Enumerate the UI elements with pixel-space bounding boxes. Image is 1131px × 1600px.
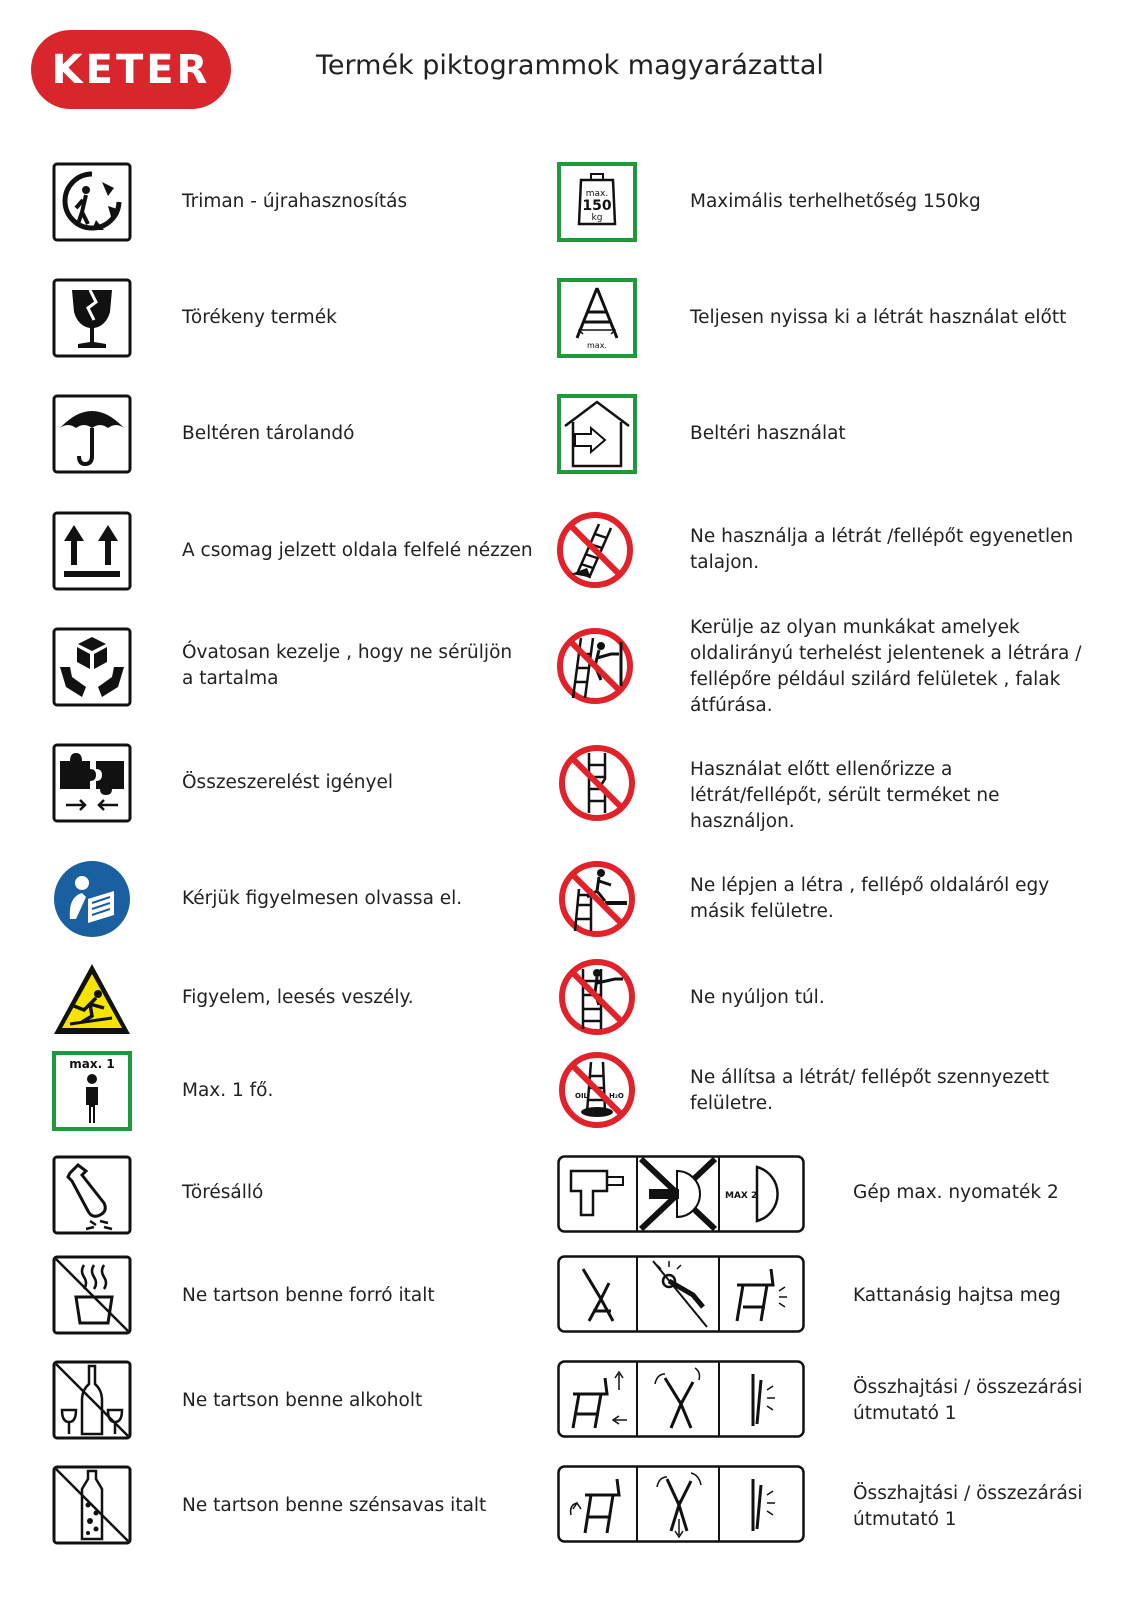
label-no-alcohol: Ne tartson benne alkoholt bbox=[182, 1390, 423, 1411]
label-no-uneven-ground: Ne használja a létrát /fellépőt egyenetlen talajon. bbox=[690, 526, 1074, 573]
open-ladder-text: max. bbox=[587, 341, 607, 350]
handle-with-care-icon bbox=[52, 627, 132, 707]
shatterproof-bottle-icon bbox=[52, 1155, 132, 1235]
keter-logo bbox=[31, 30, 231, 109]
fall-hazard-warning-icon bbox=[52, 960, 132, 1040]
max-load-unit: kg bbox=[591, 213, 603, 223]
no-carbonated-drink-icon bbox=[52, 1465, 132, 1545]
label-fold-until-click: Kattanásig hajtsa meg bbox=[853, 1285, 1061, 1306]
no-alcohol-icon bbox=[52, 1360, 132, 1440]
label-drill-max-torque: Gép max. nyomaték 2 bbox=[853, 1182, 1059, 1203]
drill-max-torque-icon bbox=[557, 1155, 805, 1233]
max-one-person-icon bbox=[52, 1051, 132, 1131]
label-no-hot-drink: Ne tartson benne forró italt bbox=[182, 1285, 435, 1306]
label-triman: Triman - újrahasznosítás bbox=[182, 191, 408, 212]
no-damaged-ladder-icon bbox=[557, 743, 637, 823]
folding-guide-2-icon bbox=[557, 1465, 805, 1543]
label-this-way-up: A csomag jelzett oldala felfelé nézzen bbox=[182, 540, 533, 561]
max-load-text: max. bbox=[585, 189, 609, 199]
max-torque-text: MAX 2 bbox=[725, 1191, 758, 1201]
this-way-up-icon bbox=[52, 511, 132, 591]
label-no-step-off-side: Ne lépjen a létra , fellépő oldaláról egy másik felületre. bbox=[690, 875, 1050, 922]
page-title: Termék piktogrammok magyarázattal bbox=[316, 50, 824, 81]
label-handle-with-care: Óvatosan kezelje , hogy ne sérüljön a tartalma bbox=[182, 642, 513, 689]
label-no-carbonated: Ne tartson benne szénsavas italt bbox=[182, 1495, 487, 1516]
label-assembly: Összeszerelést igényel bbox=[182, 772, 393, 793]
label-fall-hazard: Figyelem, leesés veszély. bbox=[182, 987, 414, 1008]
umbrella-icon bbox=[52, 394, 132, 474]
label-indoor-use: Beltéri használat bbox=[690, 423, 846, 444]
label-no-damaged-ladder: Használat előtt ellenőrizze a létrát/fellépőt, sérült terméket ne használjon. bbox=[690, 759, 1000, 832]
puzzle-assembly-icon bbox=[52, 743, 132, 823]
max-load-value: 150 bbox=[582, 198, 612, 214]
label-max-load: Maximális terhelhetőség 150kg bbox=[690, 191, 981, 212]
label-folding-guide-2: Összhajtási / összezárási útmutató 1 bbox=[853, 1483, 1083, 1530]
indoor-use-icon bbox=[557, 394, 637, 474]
label-open-ladder: Teljesen nyissa ki a létrát használat előtt bbox=[690, 307, 1067, 328]
no-hot-drink-icon bbox=[52, 1255, 132, 1335]
oil-text: OIL bbox=[575, 1092, 589, 1100]
read-manual-icon bbox=[52, 859, 132, 939]
max-load-weight-icon bbox=[557, 162, 637, 242]
fold-until-click-icon bbox=[557, 1255, 805, 1333]
label-no-overreach: Ne nyúljon túl. bbox=[690, 987, 825, 1008]
no-uneven-ground-icon bbox=[555, 510, 635, 590]
logo-text: KETER bbox=[51, 46, 211, 93]
label-no-dirty-surface: Ne állítsa a létrát/ fellépőt szennyezett felületre. bbox=[690, 1067, 1050, 1114]
folding-guide-1-icon bbox=[557, 1360, 805, 1438]
no-dirty-surface-icon bbox=[557, 1050, 637, 1130]
label-no-side-load: Kerülje az olyan munkákat amelyek oldalirányú terhelést jelentenek a létrára / fellépőre például szilárd felületek , falak átfúrása. bbox=[690, 617, 1082, 716]
label-folding-guide-1: Összhajtási / összezárási útmutató 1 bbox=[853, 1377, 1083, 1424]
label-shatterproof: Törésálló bbox=[182, 1182, 264, 1203]
no-step-off-side-icon bbox=[557, 859, 637, 939]
fragile-glass-icon bbox=[52, 278, 132, 358]
label-max-one-person: Max. 1 fő. bbox=[182, 1080, 274, 1101]
label-fragile: Törékeny termék bbox=[182, 307, 337, 328]
no-overreach-icon bbox=[557, 957, 637, 1037]
max-one-person-text: max. 1 bbox=[69, 1057, 115, 1071]
label-read-manual: Kérjük figyelmesen olvassa el. bbox=[182, 888, 463, 909]
open-ladder-fully-icon bbox=[557, 278, 637, 358]
label-umbrella: Beltéren tárolandó bbox=[182, 423, 355, 444]
no-side-load-icon bbox=[555, 626, 635, 706]
water-text: H₂O bbox=[609, 1092, 624, 1100]
triman-recycle-icon bbox=[52, 162, 132, 242]
